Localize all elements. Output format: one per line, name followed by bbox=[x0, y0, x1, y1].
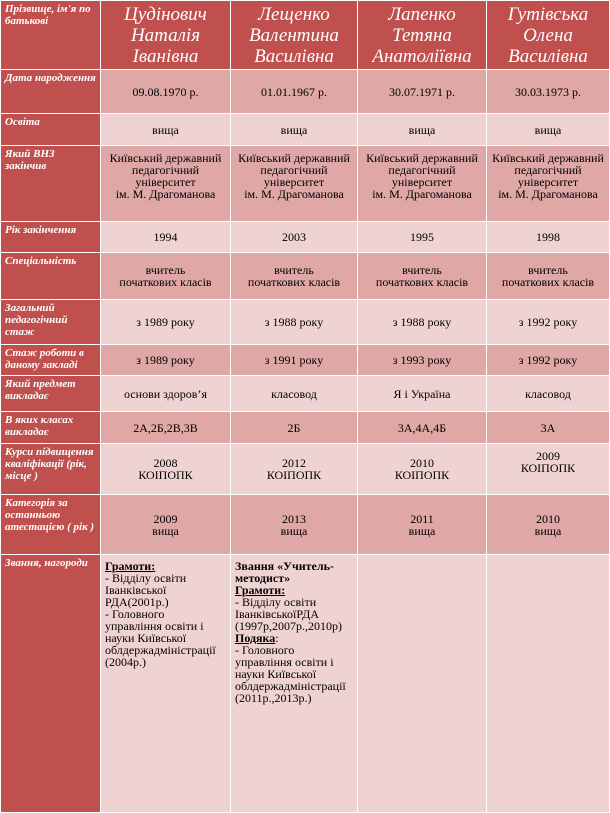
graduation-year-cell: 1998 bbox=[487, 222, 610, 253]
classes-cell: 2Б bbox=[231, 412, 358, 444]
row-total-experience bbox=[1, 300, 610, 345]
row-label: Спеціальність bbox=[1, 253, 101, 300]
patronymic: Анатоліївна bbox=[372, 45, 472, 67]
graduation-year-cell: 1994 bbox=[101, 222, 231, 253]
awards-cell bbox=[487, 555, 610, 813]
surname: Лещенко bbox=[258, 3, 330, 25]
first-name: Валентина bbox=[249, 24, 339, 46]
person-name-3 bbox=[358, 1, 487, 70]
row-label: Освіта bbox=[1, 114, 101, 146]
row-local-experience bbox=[1, 345, 610, 376]
category-cell: 2010 вища bbox=[487, 495, 610, 555]
education-cell: вища bbox=[101, 114, 231, 146]
subject-cell: основи здоров’я bbox=[101, 376, 231, 412]
row-label: Який ВНЗ закінчив bbox=[1, 146, 101, 222]
row-label: Категорія за останньою атестацією ( рік ) bbox=[1, 495, 101, 555]
subject-cell: класовод bbox=[231, 376, 358, 412]
row-label: Звання, нагороди bbox=[1, 555, 101, 813]
courses-cell: 2009 КОІПОПК bbox=[487, 444, 610, 495]
rank-title: методист» bbox=[235, 571, 291, 585]
patronymic: Василівна bbox=[254, 45, 334, 67]
education-cell: вища bbox=[358, 114, 487, 146]
education-cell: вища bbox=[231, 114, 358, 146]
thanks-title: Подяка bbox=[235, 631, 276, 645]
awards-cell bbox=[358, 555, 487, 813]
awards-cell: Грамоти: - Відділу освіти Іванківської РДА(2001р.) - Головного управління освіти і науки Київської облдержадміністрації (2004р.) bbox=[101, 555, 231, 813]
awards-title: Грамоти: bbox=[105, 559, 156, 573]
university-cell: Київський державний педагогічний університет ім. М. Драгоманова bbox=[358, 146, 487, 222]
row-label: Який предмет викладає bbox=[1, 376, 101, 412]
graduation-year-cell: 2003 bbox=[231, 222, 358, 253]
header-row bbox=[1, 1, 610, 70]
row-label: Стаж роботи в даному закладі bbox=[1, 345, 101, 376]
row-category bbox=[1, 495, 610, 555]
specialty-cell: вчитель початкових класів bbox=[487, 253, 610, 300]
awards-title: Грамоти: bbox=[235, 583, 286, 597]
education-cell: вища bbox=[487, 114, 610, 146]
row-label: Курси підвищення кваліфікації (рік, місце ) bbox=[1, 444, 101, 495]
total-experience-cell: з 1988 року bbox=[231, 300, 358, 345]
category-cell: 2013 вища bbox=[231, 495, 358, 555]
row-courses bbox=[1, 444, 610, 495]
surname: Цудінович bbox=[124, 3, 207, 25]
birth-date-cell: 09.08.1970 р. bbox=[101, 70, 231, 114]
total-experience-cell: з 1988 року bbox=[358, 300, 487, 345]
total-experience-cell: з 1992 року bbox=[487, 300, 610, 345]
university-cell: Київський державний педагогічний університет ім. М. Драгоманова bbox=[231, 146, 358, 222]
first-name: Олена bbox=[523, 24, 573, 46]
subject-cell: Я і Україна bbox=[358, 376, 487, 412]
first-name: Тетяна bbox=[392, 24, 452, 46]
row-awards bbox=[1, 555, 610, 813]
classes-cell: 3А,4А,4Б bbox=[358, 412, 487, 444]
total-experience-cell: з 1989 року bbox=[101, 300, 231, 345]
person-name-4 bbox=[487, 1, 610, 70]
patronymic: Іванівна bbox=[132, 45, 199, 67]
specialty-cell: вчитель початкових класів bbox=[231, 253, 358, 300]
university-cell: Київський державний педагогічний університет ім. М. Драгоманова bbox=[101, 146, 231, 222]
birth-date-cell: 01.01.1967 р. bbox=[231, 70, 358, 114]
patronymic: Василівна bbox=[508, 45, 588, 67]
header-label: Прізвище, ім'я по батькові bbox=[1, 1, 101, 70]
courses-cell: 2012 КОІПОПК bbox=[231, 444, 358, 495]
row-education bbox=[1, 114, 610, 146]
university-cell: Київський державний педагогічний університет ім. М. Драгоманова bbox=[487, 146, 610, 222]
birth-date-cell: 30.07.1971 р. bbox=[358, 70, 487, 114]
specialty-cell: вчитель початкових класів bbox=[358, 253, 487, 300]
person-name-2 bbox=[231, 1, 358, 70]
category-cell: 2009 вища bbox=[101, 495, 231, 555]
birth-date-cell: 30.03.1973 р. bbox=[487, 70, 610, 114]
row-specialty bbox=[1, 253, 610, 300]
subject-cell: класовод bbox=[487, 376, 610, 412]
surname: Лапенко bbox=[388, 3, 456, 25]
local-experience-cell: з 1993 року bbox=[358, 345, 487, 376]
row-birth-date bbox=[1, 70, 610, 114]
category-cell: 2011 вища bbox=[358, 495, 487, 555]
local-experience-cell: з 1991 року bbox=[231, 345, 358, 376]
rank-title: Звання «Учитель- bbox=[235, 559, 334, 573]
first-name: Наталія bbox=[130, 24, 201, 46]
awards-cell: Звання «Учитель- методист» Грамоти: - Відділу освіти ІванківськоїРДА (1997р,2007р.,2010р) Подяка: - Головного управління освіти і науки Київської облдержадміністрації (2011р.,2013р.) bbox=[231, 555, 358, 813]
row-classes bbox=[1, 412, 610, 444]
row-label: Рік закінчення bbox=[1, 222, 101, 253]
courses-cell: 2010 КОІПОПК bbox=[358, 444, 487, 495]
row-subject bbox=[1, 376, 610, 412]
thanks-title-line: Подяка: bbox=[235, 631, 279, 645]
courses-cell: 2008 КОІПОПК bbox=[101, 444, 231, 495]
person-name-1 bbox=[101, 1, 231, 70]
specialty-cell: вчитель початкових класів bbox=[101, 253, 231, 300]
row-label: В яких класах викладає bbox=[1, 412, 101, 444]
graduation-year-cell: 1995 bbox=[358, 222, 487, 253]
local-experience-cell: з 1989 року bbox=[101, 345, 231, 376]
classes-cell: 2А,2Б,2В,3В bbox=[101, 412, 231, 444]
row-label: Загальний педагогічний стаж bbox=[1, 300, 101, 345]
row-university bbox=[1, 146, 610, 222]
row-label: Дата народження bbox=[1, 70, 101, 114]
local-experience-cell: з 1992 року bbox=[487, 345, 610, 376]
classes-cell: 3А bbox=[487, 412, 610, 444]
row-graduation-year bbox=[1, 222, 610, 253]
surname: Гутівська bbox=[507, 3, 589, 25]
